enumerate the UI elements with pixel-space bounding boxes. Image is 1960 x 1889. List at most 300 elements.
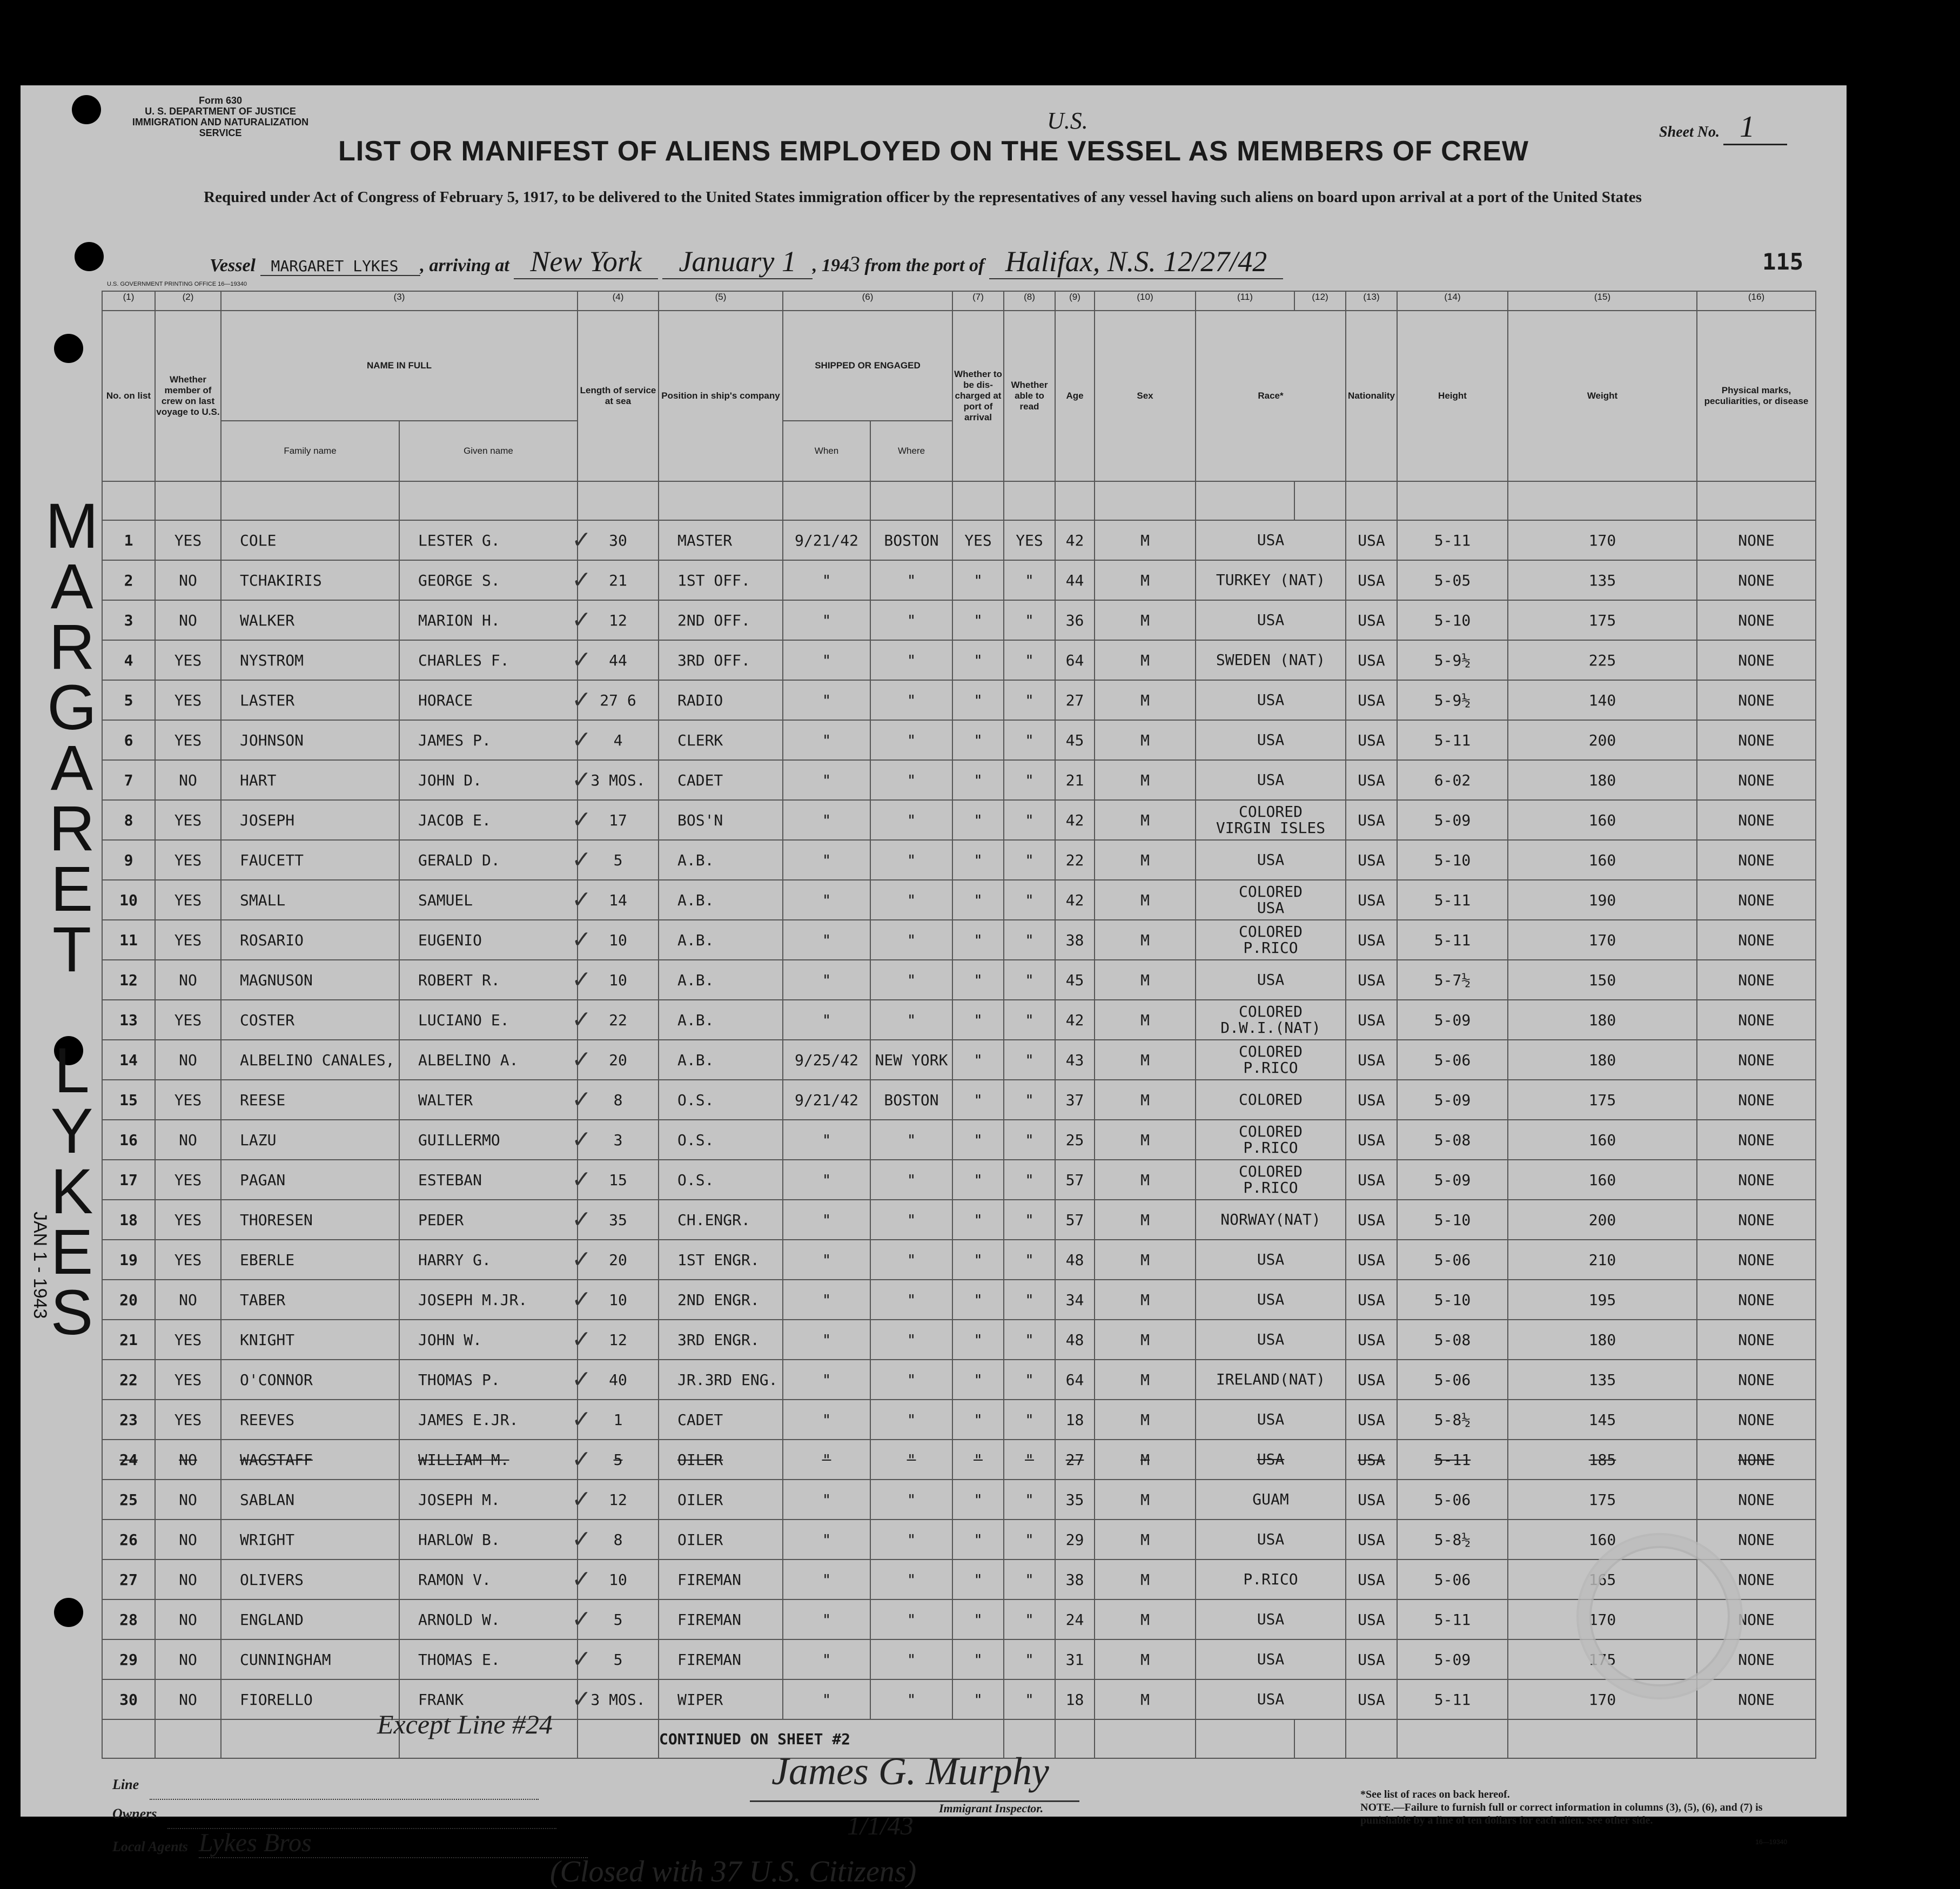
table-row [102, 1559, 1816, 1599]
cell-where: " [870, 800, 952, 840]
cell-weight: 200 [1508, 1200, 1697, 1240]
cell-prev: NO [155, 960, 221, 1000]
cell-given: ARNOLD W. [399, 1599, 578, 1639]
col-no-on-list: No. on list [102, 311, 155, 481]
cell-height: 5-06 [1397, 1559, 1508, 1599]
service-value: 10 [609, 931, 627, 949]
arriving-port: New York [514, 245, 658, 279]
check-mark-icon: ✓ [572, 1286, 592, 1313]
cell-when: 9/25/42 [783, 1040, 870, 1080]
cell-sex: M [1095, 560, 1196, 600]
cell-no: 21 [102, 1320, 155, 1360]
cell-when: " [783, 1320, 870, 1360]
cell-age: 24 [1055, 1599, 1095, 1639]
cell-disch: " [952, 1639, 1004, 1679]
cell-sex: M [1095, 1599, 1196, 1639]
cell-phys: NONE [1697, 880, 1816, 920]
cell-height: 5-10 [1397, 840, 1508, 880]
cell-position: MASTER [659, 520, 783, 560]
check-mark-icon: ✓ [572, 1446, 592, 1473]
cell-weight: 135 [1508, 1360, 1697, 1400]
cell-read: " [1004, 1280, 1055, 1320]
cell-phys: NONE [1697, 1200, 1816, 1240]
cell-where: BOSTON [870, 1080, 952, 1120]
cell-phys: NONE [1697, 1559, 1816, 1599]
cell-position: CADET [659, 1400, 783, 1440]
crew-table [102, 291, 1816, 1759]
cell-nat: USA [1346, 1120, 1397, 1160]
cell-weight: 145 [1508, 1400, 1697, 1440]
cell-race [1196, 1559, 1346, 1599]
column-number-row [102, 291, 1816, 311]
cell-race [1196, 1040, 1346, 1080]
cell-when: " [783, 1200, 870, 1240]
cell-position: OILER [659, 1440, 783, 1480]
line-label: Line [112, 1777, 139, 1792]
cell-phys: NONE [1697, 1240, 1816, 1280]
cell-service [572, 1200, 659, 1240]
cell-race [1196, 680, 1346, 720]
cell-disch: " [952, 1000, 1004, 1040]
check-mark-icon: ✓ [572, 1646, 592, 1672]
cell-no: 22 [102, 1360, 155, 1400]
owners-field [167, 1800, 556, 1829]
cell-position: FIREMAN [659, 1639, 783, 1679]
race-line: USA [1257, 1251, 1285, 1268]
col-race: Race* [1196, 311, 1346, 481]
service-value: 10 [609, 1290, 627, 1309]
table-row [102, 960, 1816, 1000]
cell-given: HORACE [399, 680, 578, 720]
cell-position: O.S. [659, 1160, 783, 1200]
cell-nat: USA [1346, 1280, 1397, 1320]
cell-weight: 170 [1508, 1679, 1697, 1719]
cell-no: 1 [102, 520, 155, 560]
table-row [102, 640, 1816, 680]
cell-sex: M [1095, 840, 1196, 880]
cell-race [1196, 600, 1346, 640]
race-line: TURKEY (NAT) [1216, 571, 1326, 589]
service-value: 22 [609, 1011, 627, 1029]
side-stamp-letter: R [49, 611, 95, 683]
cell-where: NEW YORK [870, 1040, 952, 1080]
cell-phys: NONE [1697, 1000, 1816, 1040]
cell-family: MAGNUSON [221, 960, 399, 1000]
cell-sex: M [1095, 600, 1196, 640]
service-value: 21 [609, 571, 627, 589]
column-number: (1) [102, 291, 155, 311]
table-row [102, 1000, 1816, 1040]
cell-height: 5-11 [1397, 1440, 1508, 1480]
cell-weight: 160 [1508, 1120, 1697, 1160]
cell-where: " [870, 1520, 952, 1559]
cell-read: " [1004, 1000, 1055, 1040]
cell-age: 42 [1055, 1000, 1095, 1040]
form-header [129, 95, 312, 138]
table-row [102, 520, 1816, 560]
check-mark-icon: ✓ [572, 1086, 592, 1113]
table-row [102, 920, 1816, 960]
service-value: 12 [609, 1490, 627, 1509]
race-line-2: P.RICO [1243, 1139, 1298, 1157]
cell-no: 13 [102, 1000, 155, 1040]
cell-family: OLIVERS [221, 1559, 399, 1599]
cell-weight: 180 [1508, 1040, 1697, 1080]
cell-prev: NO [155, 760, 221, 800]
page-title: LIST OR MANIFEST OF ALIENS EMPLOYED ON THE VESSEL AS MEMBERS OF CREW [338, 136, 1529, 167]
table-row [102, 1400, 1816, 1440]
cell-height: 5-09 [1397, 1160, 1508, 1200]
cell-service [572, 560, 659, 600]
cell-when: " [783, 920, 870, 960]
cell-where: BOSTON [870, 520, 952, 560]
cell-sex: M [1095, 1280, 1196, 1320]
cell-nat: USA [1346, 680, 1397, 720]
cell-position: 2ND OFF. [659, 600, 783, 640]
race-line: USA [1257, 731, 1285, 749]
table-row [102, 1040, 1816, 1080]
cell-position: FIREMAN [659, 1599, 783, 1639]
cell-age: 22 [1055, 840, 1095, 880]
cell-given: THOMAS E. [399, 1639, 578, 1679]
side-stamp-letter [42, 980, 102, 1040]
cell-disch: " [952, 1679, 1004, 1719]
check-mark-icon: ✓ [572, 1686, 592, 1712]
cell-given: EUGENIO [399, 920, 578, 960]
cell-prev: NO [155, 1440, 221, 1480]
race-line-2: D.W.I.(NAT) [1220, 1019, 1321, 1037]
cell-position: A.B. [659, 1000, 783, 1040]
cell-nat: USA [1346, 1559, 1397, 1599]
cell-position: CADET [659, 760, 783, 800]
cell-phys: NONE [1697, 1080, 1816, 1120]
cell-sex: M [1095, 1480, 1196, 1520]
cell-height: 5-08 [1397, 1120, 1508, 1160]
cell-weight: 175 [1508, 1080, 1697, 1120]
cell-age: 38 [1055, 1559, 1095, 1599]
race-line-2: P.RICO [1243, 1179, 1298, 1196]
cell-when: " [783, 960, 870, 1000]
race-line: GUAM [1252, 1490, 1289, 1508]
service-value: 44 [609, 651, 627, 669]
cell-prev: NO [155, 1520, 221, 1559]
cell-age: 42 [1055, 520, 1095, 560]
race-line: COLORED [1238, 803, 1303, 821]
cell-service [572, 840, 659, 880]
cell-prev: YES [155, 840, 221, 880]
punch-hole [54, 1598, 83, 1627]
cell-prev: NO [155, 560, 221, 600]
cell-no: 20 [102, 1280, 155, 1320]
page-subtitle: Required under Act of Congress of February 5, 1917, to be delivered to the United States immigration officer by the representatives of any vessel having such aliens on board upon arrival at a port of the United States [204, 189, 1642, 206]
cell-disch: " [952, 760, 1004, 800]
cell-family: LAZU [221, 1120, 399, 1160]
cell-when: " [783, 1240, 870, 1280]
cell-height: 5-09 [1397, 1080, 1508, 1120]
cell-disch: " [952, 1320, 1004, 1360]
column-number: (7) [952, 291, 1004, 311]
cell-when: " [783, 800, 870, 840]
cell-height: 5-09 [1397, 1000, 1508, 1040]
col-physical: Physical marks, peculiarities, or disease [1697, 311, 1816, 481]
cell-height: 5-10 [1397, 600, 1508, 640]
cell-weight: 160 [1508, 1520, 1697, 1559]
cell-position: A.B. [659, 1040, 783, 1080]
check-mark-icon: ✓ [572, 687, 592, 713]
cell-disch: " [952, 1120, 1004, 1160]
service-value: 5 [613, 851, 623, 869]
cell-read: " [1004, 1440, 1055, 1480]
cell-given: GEORGE S. [399, 560, 578, 600]
cell-family: WRIGHT [221, 1520, 399, 1559]
cell-race [1196, 1320, 1346, 1360]
check-mark-icon: ✓ [572, 1326, 592, 1353]
cell-height: 5-11 [1397, 520, 1508, 560]
sheet-label: Sheet No. [1659, 124, 1720, 140]
cell-where: " [870, 1639, 952, 1679]
cell-phys: NONE [1697, 1040, 1816, 1080]
cell-sex: M [1095, 1679, 1196, 1719]
cell-weight: 200 [1508, 720, 1697, 760]
cell-nat: USA [1346, 760, 1397, 800]
cell-race [1196, 880, 1346, 920]
cell-sex: M [1095, 760, 1196, 800]
cell-where: " [870, 1559, 952, 1599]
check-mark-icon: ✓ [572, 527, 592, 553]
side-stamp-letter: A [50, 732, 93, 804]
cell-weight: 175 [1508, 600, 1697, 640]
cell-family: ALBELINO CANALES, [221, 1040, 399, 1080]
cell-read: " [1004, 1679, 1055, 1719]
side-stamp-letter: R [49, 793, 95, 864]
cell-race [1196, 1440, 1346, 1480]
race-line: P.RICO [1243, 1570, 1298, 1588]
race-line: USA [1257, 1450, 1285, 1468]
check-mark-icon: ✓ [572, 1246, 592, 1273]
cell-no: 16 [102, 1120, 155, 1160]
check-mark-icon: ✓ [572, 1166, 592, 1193]
footer-notes [1360, 1788, 1782, 1827]
cell-prev: NO [155, 1599, 221, 1639]
cell-read: " [1004, 1120, 1055, 1160]
cell-race [1196, 960, 1346, 1000]
cell-prev: YES [155, 1080, 221, 1120]
cell-service [572, 1320, 659, 1360]
cell-phys: NONE [1697, 1440, 1816, 1480]
race-line: USA [1257, 531, 1285, 549]
cell-position: A.B. [659, 880, 783, 920]
column-number: (11) [1196, 291, 1294, 311]
race-line: USA [1257, 1290, 1285, 1308]
cell-family: LASTER [221, 680, 399, 720]
punch-hole [54, 334, 83, 363]
cell-read: YES [1004, 520, 1055, 560]
cell-weight: 175 [1508, 1639, 1697, 1679]
cell-family: COLE [221, 520, 399, 560]
cell-when: " [783, 1679, 870, 1719]
cell-age: 44 [1055, 560, 1095, 600]
cell-prev: YES [155, 880, 221, 920]
cell-sex: M [1095, 1639, 1196, 1679]
service-name: IMMIGRATION AND NATURALIZATION SERVICE [132, 117, 309, 138]
manifest-sheet [21, 85, 1847, 1888]
cell-no: 8 [102, 800, 155, 840]
race-line: COLORED [1238, 1091, 1303, 1108]
cell-nat: USA [1346, 520, 1397, 560]
cell-age: 21 [1055, 760, 1095, 800]
cell-disch: " [952, 1160, 1004, 1200]
cell-disch: " [952, 1520, 1004, 1559]
cell-position: O.S. [659, 1120, 783, 1160]
cell-service [572, 600, 659, 640]
cell-given: JAMES E.JR. [399, 1400, 578, 1440]
cell-sex: M [1095, 1240, 1196, 1280]
check-mark-icon: ✓ [572, 806, 592, 833]
cell-service [572, 1040, 659, 1080]
cell-given: SAMUEL [399, 880, 578, 920]
except-note: Except Line #24 [377, 1709, 553, 1739]
cell-when: " [783, 1480, 870, 1520]
cell-phys: NONE [1697, 560, 1816, 600]
cell-age: 48 [1055, 1240, 1095, 1280]
cell-where: " [870, 560, 952, 600]
cell-where: " [870, 680, 952, 720]
cell-sex: M [1095, 1160, 1196, 1200]
cell-race [1196, 1160, 1346, 1200]
cell-where: " [870, 960, 952, 1000]
check-mark-icon: ✓ [572, 1206, 592, 1233]
cell-family: JOSEPH [221, 800, 399, 840]
cell-no: 6 [102, 720, 155, 760]
cell-no: 27 [102, 1559, 155, 1599]
cell-height: 5-10 [1397, 1200, 1508, 1240]
punch-hole [72, 95, 101, 124]
cell-weight: 170 [1508, 1599, 1697, 1639]
cell-no: 11 [102, 920, 155, 960]
cell-prev: YES [155, 800, 221, 840]
cell-race [1196, 1120, 1346, 1160]
cell-phys: NONE [1697, 720, 1816, 760]
cell-service [572, 1440, 659, 1480]
cell-position: A.B. [659, 960, 783, 1000]
footer-fields [112, 1771, 588, 1861]
cell-service [572, 1400, 659, 1440]
cell-disch: " [952, 1440, 1004, 1480]
cell-given: FRANK [399, 1679, 578, 1719]
service-value: 3 MOS. [590, 771, 646, 789]
cell-weight: 160 [1508, 1160, 1697, 1200]
column-number: (4) [578, 291, 659, 311]
cell-when: " [783, 1280, 870, 1320]
table-row [102, 1160, 1816, 1200]
cell-prev: YES [155, 720, 221, 760]
table-row [102, 1320, 1816, 1360]
cell-age: 35 [1055, 1480, 1095, 1520]
cell-nat: USA [1346, 1400, 1397, 1440]
race-line: COLORED [1238, 1003, 1303, 1020]
cell-prev: NO [155, 600, 221, 640]
cell-phys: NONE [1697, 1679, 1816, 1719]
service-value: 12 [609, 1330, 627, 1349]
cell-disch: " [952, 560, 1004, 600]
signature-caption: Immigrant Inspector. [939, 1801, 1044, 1815]
cell-service [572, 720, 659, 760]
cell-when: " [783, 1400, 870, 1440]
cell-when: 9/21/42 [783, 1080, 870, 1120]
col-name-in-full: NAME IN FULL [221, 311, 578, 421]
arrival-date: January 1 [662, 245, 812, 279]
cell-sex: M [1095, 1200, 1196, 1240]
cell-where: " [870, 1120, 952, 1160]
cell-disch: " [952, 1559, 1004, 1599]
cell-read: " [1004, 1520, 1055, 1559]
cell-where: " [870, 640, 952, 680]
cell-when: " [783, 1639, 870, 1679]
cell-position: 2ND ENGR. [659, 1280, 783, 1320]
page-number: 115 [1762, 248, 1803, 275]
cell-when: " [783, 1120, 870, 1160]
cell-age: 18 [1055, 1679, 1095, 1719]
cell-age: 57 [1055, 1200, 1095, 1240]
race-line: USA [1257, 771, 1285, 789]
cell-where: " [870, 1599, 952, 1639]
cell-position: FIREMAN [659, 1559, 783, 1599]
cell-no: 23 [102, 1400, 155, 1440]
cell-race [1196, 1360, 1346, 1400]
cell-phys: NONE [1697, 1480, 1816, 1520]
cell-height: 5-8½ [1397, 1520, 1508, 1559]
cell-service [572, 1599, 659, 1639]
service-value: 5 [613, 1610, 623, 1629]
service-value: 4 [613, 731, 623, 749]
cell-prev: YES [155, 680, 221, 720]
cell-age: 64 [1055, 1360, 1095, 1400]
col-nationality: Nationality [1346, 311, 1397, 481]
cell-family: THORESEN [221, 1200, 399, 1240]
cell-nat: USA [1346, 1000, 1397, 1040]
cell-family: HART [221, 760, 399, 800]
cell-when: " [783, 1559, 870, 1599]
cell-given: JOHN W. [399, 1320, 578, 1360]
cell-where: " [870, 1240, 952, 1280]
cell-nat: USA [1346, 840, 1397, 880]
cell-nat: USA [1346, 880, 1397, 920]
cell-disch: " [952, 1480, 1004, 1520]
cell-where: " [870, 1280, 952, 1320]
cell-position: OILER [659, 1480, 783, 1520]
col-given-name: Given name [399, 421, 578, 481]
cell-prev: NO [155, 1120, 221, 1160]
cell-phys: NONE [1697, 1639, 1816, 1679]
cell-when: " [783, 560, 870, 600]
race-line: USA [1257, 1530, 1285, 1548]
cell-service [572, 960, 659, 1000]
cell-family: EBERLE [221, 1240, 399, 1280]
cell-family: FIORELLO [221, 1679, 399, 1719]
cell-age: 37 [1055, 1080, 1095, 1120]
cell-where: " [870, 1200, 952, 1240]
cell-family: SMALL [221, 880, 399, 920]
cell-height: 6-02 [1397, 760, 1508, 800]
cell-nat: USA [1346, 600, 1397, 640]
cell-nat: USA [1346, 1480, 1397, 1520]
side-date-stamp: JAN 1 - 1943 [30, 1212, 50, 1319]
cell-nat: USA [1346, 560, 1397, 600]
column-number: (15) [1508, 291, 1697, 311]
cell-read: " [1004, 1559, 1055, 1599]
column-number: (10) [1095, 291, 1196, 311]
cell-disch: " [952, 680, 1004, 720]
